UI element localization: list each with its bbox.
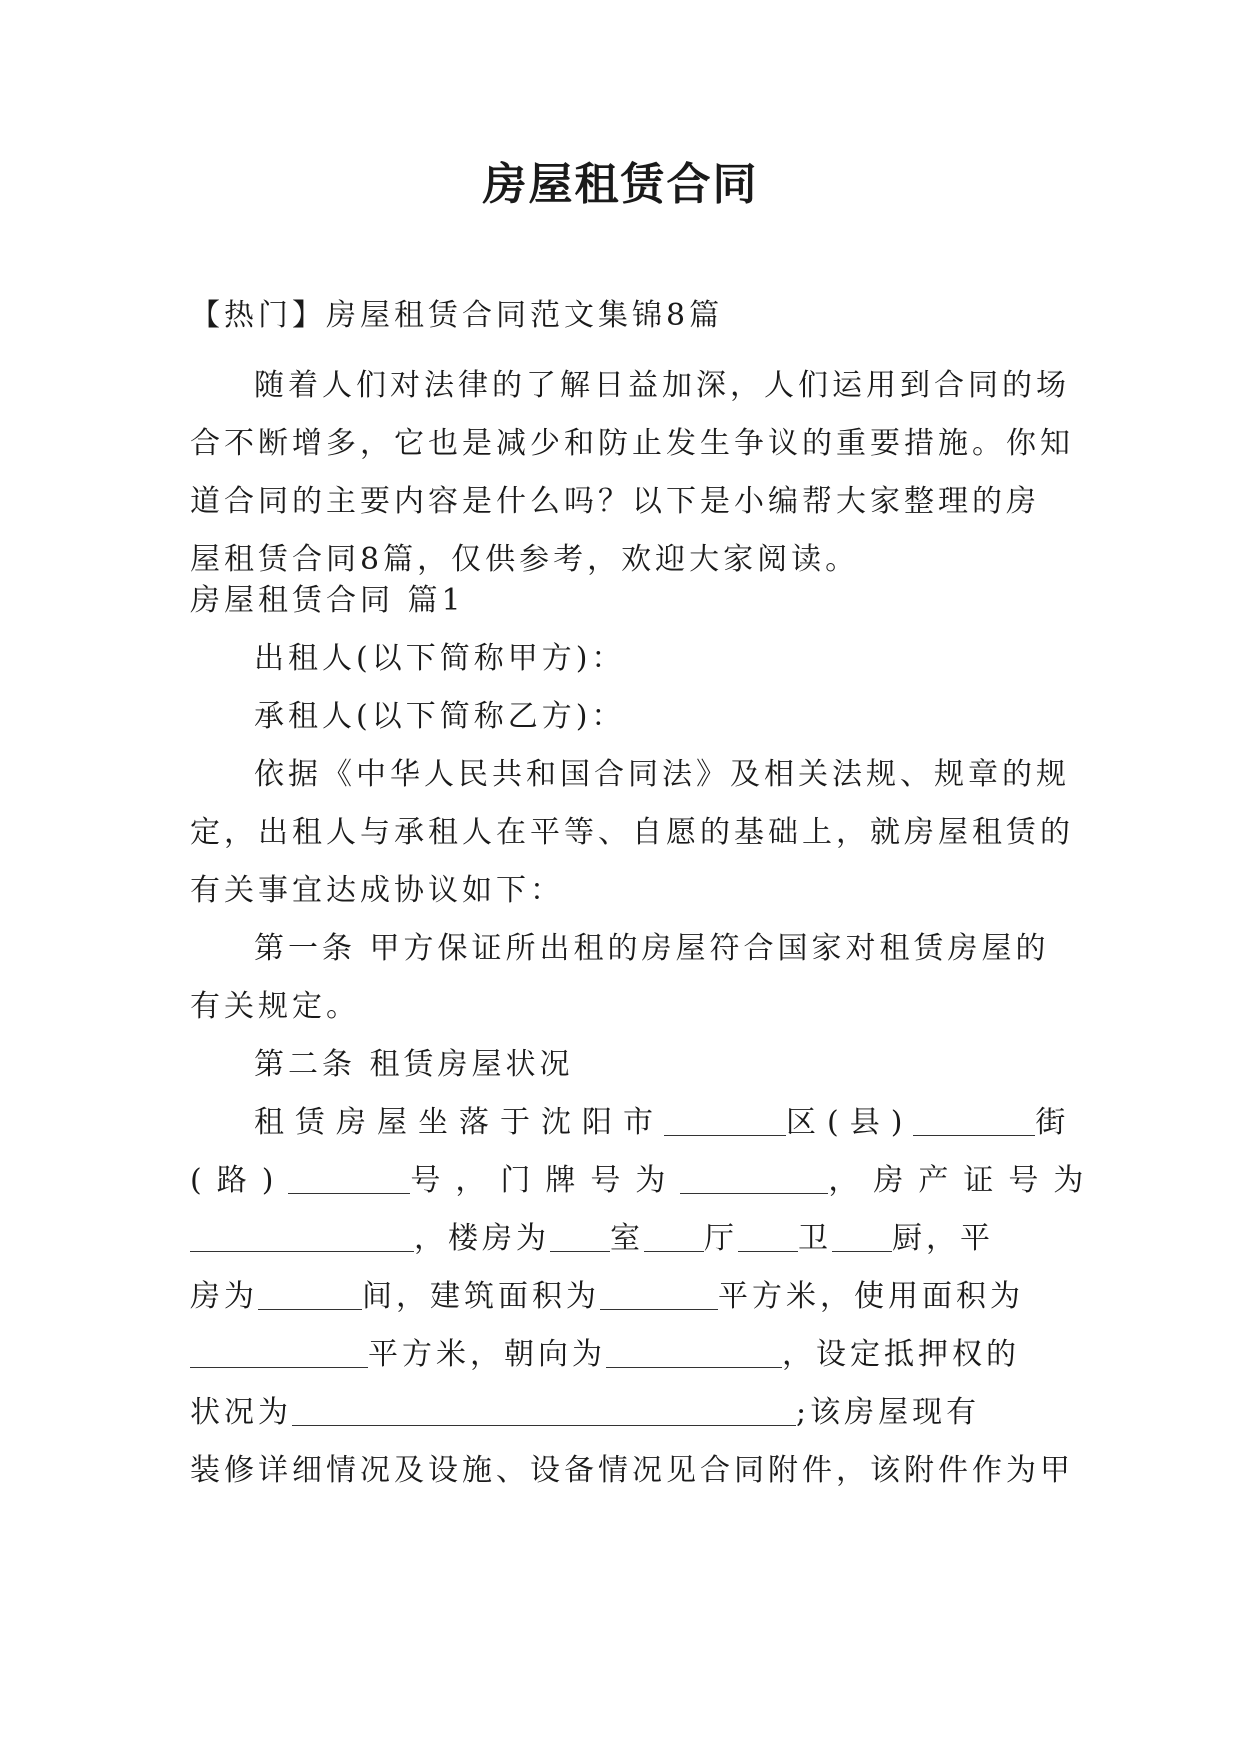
intro-line: 道合同的主要内容是什么吗？以下是小编帮大家整理的房: [190, 484, 1040, 519]
lessee-line: 承租人(以下简称乙方)：: [254, 699, 626, 734]
text-fragment: 厨，平: [892, 1221, 994, 1256]
blank-certificate: [190, 1221, 414, 1252]
intro-paragraph: [190, 357, 1074, 589]
text-fragment: 区(县): [786, 1105, 914, 1140]
text-fragment: ，房产证号为: [828, 1163, 1099, 1198]
article2-line-4: [190, 1268, 1050, 1326]
blank-mortgage: [292, 1395, 796, 1426]
text-fragment: 房为: [190, 1279, 258, 1314]
text-fragment: ，楼房为: [414, 1221, 550, 1256]
lessor-line: 出租人(以下简称甲方)：: [254, 641, 626, 676]
intro-line: 随着人们对法律的了解日益加深，人们运用到合同的场: [254, 368, 1070, 403]
article2-line-3: [190, 1210, 1050, 1268]
blank-doorplate: [680, 1163, 828, 1194]
text-fragment: 室: [610, 1221, 644, 1256]
text-fragment: 街: [1035, 1105, 1077, 1140]
text-fragment: 平方米，朝向为: [368, 1337, 606, 1372]
text-fragment: (路): [190, 1163, 289, 1198]
section-heading: 房屋租赁合同 篇1: [190, 583, 465, 618]
article2-line-1: [190, 1094, 1077, 1152]
article2-line-7: 装修详细情况及设施、设备情况见合同附件，该附件作为甲: [190, 1453, 1074, 1488]
text-fragment: 状况为: [190, 1395, 292, 1430]
text-fragment: 卫: [798, 1221, 832, 1256]
blank-baths: [738, 1221, 798, 1252]
text-fragment: 厅: [704, 1221, 738, 1256]
blank-usable-area: [190, 1337, 368, 1368]
blank-building-area: [600, 1279, 718, 1310]
article2-heading: 第二条 租赁房屋状况: [254, 1047, 574, 1082]
text-fragment: 号，门牌号为: [410, 1163, 681, 1198]
text-fragment: ，设定抵押权的: [782, 1337, 1020, 1372]
text-fragment: 平方米，使用面积为: [718, 1279, 1024, 1314]
document-title: 房屋租赁合同: [482, 159, 759, 210]
article1-line: 有关规定。: [190, 989, 360, 1024]
basis-line: 有关事宜达成协议如下：: [190, 873, 564, 908]
blank-rooms: [550, 1221, 610, 1252]
article2-line-6: [190, 1384, 1050, 1442]
article1-line: 第一条 甲方保证所出租的房屋符合国家对租赁房屋的: [254, 931, 1050, 966]
contract-body: [190, 572, 1099, 1500]
blank-street: [913, 1105, 1035, 1136]
blank-district: [664, 1105, 786, 1136]
intro-line: 屋租赁合同8篇，仅供参考，欢迎大家阅读。: [190, 542, 860, 577]
intro-line: 合不断增多，它也是减少和防止发生争议的重要措施。你知: [190, 426, 1074, 461]
blank-bungalow: [258, 1279, 362, 1310]
blank-road: [288, 1163, 410, 1194]
basis-line: 定，出租人与承租人在平等、自愿的基础上，就房屋租赁的: [190, 815, 1074, 850]
blank-halls: [644, 1221, 704, 1252]
text-fragment: 间，建筑面积为: [362, 1279, 600, 1314]
blank-kitchens: [832, 1221, 892, 1252]
blank-orientation: [606, 1337, 782, 1368]
basis-line: 依据《中华人民共和国合同法》及相关法规、规章的规: [254, 757, 1070, 792]
text-fragment: 租赁房屋坐落于沈阳市: [254, 1105, 664, 1140]
document-subtitle: 【热门】房屋租赁合同范文集锦8篇: [190, 298, 724, 333]
article2-line-5: [190, 1326, 1050, 1384]
article2-line-2: [190, 1152, 1099, 1210]
text-fragment: ;该房屋现有: [796, 1395, 981, 1430]
